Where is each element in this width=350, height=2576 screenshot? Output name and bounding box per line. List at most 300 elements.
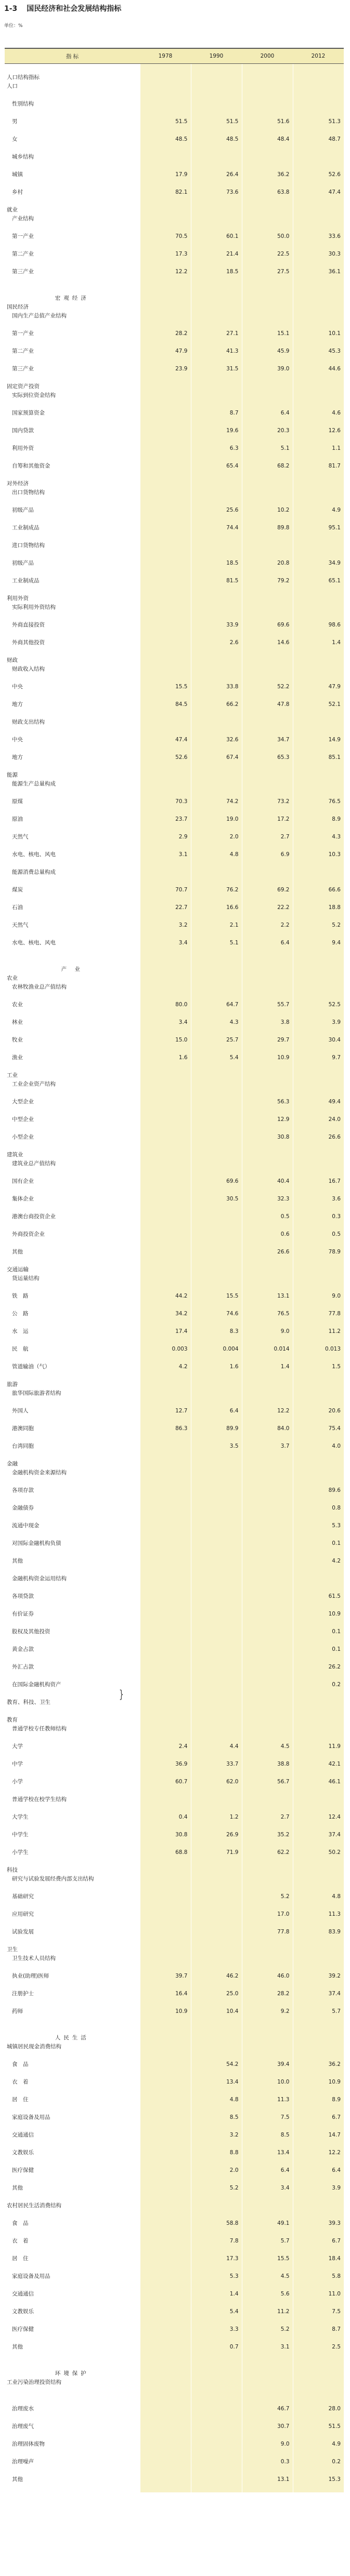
cell-value <box>293 1256 344 1265</box>
table-row <box>5 700 344 709</box>
cell-value <box>191 1936 242 1945</box>
category-row <box>5 1389 344 1397</box>
cell-value <box>140 2157 191 2166</box>
cell-value <box>293 956 344 965</box>
cell-value <box>140 2113 191 2121</box>
category-row <box>5 973 344 982</box>
row-label <box>5 647 140 656</box>
row-label: 产业结构 <box>5 214 140 223</box>
cell-value <box>191 82 242 90</box>
cell-value <box>191 1698 242 1706</box>
row-label <box>5 1653 140 1662</box>
cell-value <box>293 1998 344 2007</box>
cell-value <box>242 90 293 99</box>
cell-value <box>242 1433 293 1442</box>
cell-value: 10.9 <box>242 1053 293 1062</box>
cell-value <box>140 859 191 867</box>
row-label: 衣 着 <box>5 2077 140 2086</box>
spacer-row <box>5 1583 344 1592</box>
row-label <box>5 338 140 346</box>
cell-value: 39.2 <box>293 1971 344 1980</box>
cell-value <box>242 241 293 249</box>
row-label <box>5 1768 140 1777</box>
cell-value: 28.2 <box>140 329 191 338</box>
cell-value: 9.7 <box>293 1053 344 1062</box>
table-row <box>5 170 344 179</box>
cell-value <box>242 2360 293 2369</box>
cell-value: 12.2 <box>140 267 191 276</box>
cell-value: 3.9 <box>293 2183 344 2192</box>
cell-value: 26.9 <box>191 1830 242 1839</box>
category-row <box>5 982 344 991</box>
table-row <box>5 2342 344 2351</box>
cell-value: 47.8 <box>242 700 293 709</box>
cell-value <box>293 717 344 726</box>
table-row <box>5 885 344 894</box>
cell-value <box>242 1318 293 1327</box>
row-label: 黄金占款 <box>5 1645 140 1653</box>
cell-value <box>140 1592 191 1600</box>
row-label: 外商直接投资 <box>5 620 140 629</box>
cell-value <box>293 647 344 656</box>
cell-value <box>242 391 293 399</box>
cell-value <box>191 2298 242 2307</box>
category-row <box>5 488 344 497</box>
row-label <box>5 2298 140 2307</box>
table-row <box>5 2254 344 2263</box>
cell-value <box>293 1106 344 1115</box>
cell-value <box>140 1918 191 1927</box>
cell-value <box>140 2457 191 2466</box>
cell-value <box>140 1026 191 1035</box>
cell-value: 10.0 <box>242 2077 293 2086</box>
cell-value <box>140 2086 191 2095</box>
cell-value <box>242 1071 293 1079</box>
spacer-row <box>5 1530 344 1539</box>
row-label: 居 住 <box>5 2095 140 2104</box>
row-label: 研究与试验发展经费内部支出结构 <box>5 1874 140 1883</box>
cell-value <box>140 770 191 779</box>
spacer-row <box>5 956 344 965</box>
cell-value <box>242 1998 293 2007</box>
cell-value <box>293 1494 344 1503</box>
spacer-row <box>5 373 344 382</box>
cell-value <box>242 2139 293 2148</box>
table-row <box>5 558 344 567</box>
cell-value <box>242 338 293 346</box>
cell-value <box>140 444 191 452</box>
cell-value <box>242 1009 293 1018</box>
table-row <box>5 364 344 373</box>
cell-value: 74.4 <box>191 523 242 532</box>
row-label: 中央 <box>5 682 140 691</box>
cell-value <box>191 488 242 497</box>
category-row <box>5 1159 344 1168</box>
table-row <box>5 1910 344 1918</box>
row-label: 大型企业 <box>5 1097 140 1106</box>
cell-value <box>140 1097 191 1106</box>
cell-value <box>242 567 293 576</box>
cell-value <box>140 1115 191 1124</box>
cell-value <box>191 2139 242 2148</box>
cell-value <box>242 1336 293 1344</box>
row-label <box>5 1839 140 1848</box>
row-label: 外商投资企业 <box>5 1230 140 1238</box>
cell-value <box>140 426 191 435</box>
row-label <box>5 1618 140 1627</box>
cell-value <box>293 1062 344 1071</box>
spacer-row <box>5 435 344 444</box>
cell-value <box>242 1150 293 1159</box>
cell-value <box>191 2439 242 2448</box>
cell-value <box>140 143 191 152</box>
cell-value: 5.2 <box>242 2325 293 2333</box>
cell-value <box>191 912 242 920</box>
cell-value <box>293 1300 344 1309</box>
cell-value <box>242 2051 293 2060</box>
cell-value: 51.5 <box>191 117 242 126</box>
cell-value <box>140 1751 191 1759</box>
cell-value <box>293 806 344 815</box>
cell-value: 12.6 <box>293 426 344 435</box>
cell-value <box>140 391 191 399</box>
spacer-row <box>5 452 344 461</box>
cell-value <box>140 1724 191 1733</box>
cell-value <box>293 1459 344 1468</box>
row-label <box>5 2174 140 2183</box>
cell-value <box>140 2068 191 2077</box>
cell-value <box>140 1627 191 1636</box>
cell-value <box>242 1618 293 1627</box>
table-row <box>5 1627 344 1636</box>
cell-value <box>140 152 191 161</box>
cell-value: 8.5 <box>242 2130 293 2139</box>
category-row <box>5 541 344 550</box>
row-label <box>5 1600 140 1609</box>
cell-value: 16.7 <box>293 1177 344 1185</box>
cell-value <box>242 1300 293 1309</box>
table-row <box>5 1309 344 1318</box>
table-row <box>5 850 344 859</box>
cell-value <box>191 2157 242 2166</box>
cell-value <box>140 1857 191 1865</box>
row-label: 原煤 <box>5 797 140 806</box>
cell-value <box>293 1124 344 1132</box>
spacer-row <box>5 1547 344 1556</box>
cell-value <box>140 488 191 497</box>
cell-value <box>191 479 242 488</box>
cell-value <box>293 311 344 320</box>
row-label: 原油 <box>5 815 140 823</box>
row-label: 治理废水 <box>5 2404 140 2413</box>
category-row <box>5 664 344 673</box>
row-label: 性别结构 <box>5 99 140 108</box>
spacer-row <box>5 1283 344 1291</box>
row-label: 环境保护 <box>5 2369 140 2378</box>
cell-value <box>242 1468 293 1477</box>
cell-value: 1.4 <box>242 1362 293 1371</box>
table-row <box>5 232 344 241</box>
cell-value: 52.1 <box>293 700 344 709</box>
cell-value <box>140 479 191 488</box>
cell-value <box>140 2475 191 2484</box>
cell-value <box>191 1397 242 1406</box>
cell-value <box>140 1062 191 1071</box>
cell-value: 76.2 <box>191 885 242 894</box>
cell-value <box>191 285 242 293</box>
cell-value <box>191 726 242 735</box>
cell-value <box>242 1274 293 1283</box>
spacer-row <box>5 1839 344 1848</box>
cell-value: 5.3 <box>191 2272 242 2280</box>
table-row <box>5 1327 344 1336</box>
table-row <box>5 1212 344 1221</box>
row-label: 宏观经济 <box>5 293 140 302</box>
cell-value <box>242 2333 293 2342</box>
cell-value: 37.4 <box>293 1989 344 1998</box>
cell-value <box>191 1071 242 1079</box>
cell-value <box>140 973 191 982</box>
cell-value <box>242 258 293 267</box>
cell-value: 95.1 <box>293 523 344 532</box>
row-label: 金融机构资金来源结构 <box>5 1468 140 1477</box>
cell-value: 70.3 <box>140 797 191 806</box>
spacer-row <box>5 1185 344 1194</box>
cell-value: 34.2 <box>140 1309 191 1318</box>
cell-value: 6.4 <box>293 2166 344 2174</box>
row-label <box>5 1918 140 1927</box>
spacer-row <box>5 859 344 867</box>
cell-value <box>242 894 293 903</box>
row-label: 能源 <box>5 770 140 779</box>
cell-value <box>140 894 191 903</box>
cell-value: 4.8 <box>191 2095 242 2104</box>
row-label <box>5 1450 140 1459</box>
cell-value <box>140 2192 191 2201</box>
cell-value <box>242 717 293 726</box>
cell-value: 11.3 <box>293 1910 344 1918</box>
cell-value <box>293 691 344 700</box>
cell-value: 25.6 <box>191 505 242 514</box>
row-label <box>5 1998 140 2007</box>
spacer-row <box>5 1300 344 1309</box>
row-label: 普通学校专任教师结构 <box>5 1724 140 1733</box>
cell-value <box>140 541 191 550</box>
cell-value: 32.3 <box>242 1194 293 1203</box>
cell-value <box>191 373 242 382</box>
cell-value: 9.4 <box>293 938 344 947</box>
cell-value <box>191 1336 242 1344</box>
cell-value <box>242 179 293 188</box>
row-label <box>5 2051 140 2060</box>
cell-value <box>140 2431 191 2439</box>
spacer-row <box>5 1980 344 1989</box>
cell-value: 51.5 <box>140 117 191 126</box>
cell-value <box>242 64 293 73</box>
row-label: 试验发展 <box>5 1927 140 1936</box>
cell-value <box>293 276 344 285</box>
cell-value <box>242 876 293 885</box>
cell-value: 20.3 <box>242 426 293 435</box>
row-label: 国家预算资金 <box>5 408 140 417</box>
cell-value: 0.3 <box>293 1212 344 1221</box>
spacer-row <box>5 179 344 188</box>
cell-value: 10.2 <box>242 505 293 514</box>
cell-value <box>293 2042 344 2051</box>
category-row <box>5 1265 344 1274</box>
spacer-row <box>5 823 344 832</box>
row-label <box>5 1256 140 1265</box>
cell-value <box>293 1159 344 1168</box>
cell-value <box>191 894 242 903</box>
table-row <box>5 1556 344 1565</box>
cell-value: 4.4 <box>191 1742 242 1751</box>
category-row <box>5 99 344 108</box>
cell-value: 48.4 <box>242 135 293 143</box>
row-label: 能源消费总量构成 <box>5 867 140 876</box>
cell-value <box>140 1168 191 1177</box>
cell-value <box>293 452 344 461</box>
cell-value <box>242 302 293 311</box>
table-row <box>5 1194 344 1203</box>
cell-value: 5.2 <box>191 2183 242 2192</box>
cell-value <box>140 1874 191 1883</box>
row-label: 农业 <box>5 973 140 982</box>
row-label: 第一产业 <box>5 232 140 241</box>
cell-value <box>140 1221 191 1230</box>
cell-value <box>140 1565 191 1574</box>
cell-value <box>293 2360 344 2369</box>
table-row <box>5 2272 344 2280</box>
spacer-row <box>5 1477 344 1486</box>
cell-value <box>242 550 293 558</box>
cell-value <box>242 1503 293 1512</box>
cell-value: 15.5 <box>140 682 191 691</box>
spacer-row <box>5 691 344 700</box>
cell-value <box>140 1336 191 1344</box>
cell-value: 15.1 <box>242 329 293 338</box>
cell-value <box>191 806 242 815</box>
cell-value <box>293 2086 344 2095</box>
row-label <box>5 1415 140 1424</box>
row-label: 第二产业 <box>5 249 140 258</box>
cell-value <box>242 126 293 135</box>
cell-value: 12.4 <box>293 1812 344 1821</box>
row-label <box>5 1636 140 1645</box>
cell-value: 6.4 <box>242 408 293 417</box>
cell-value <box>140 762 191 770</box>
cell-value: 36.2 <box>242 170 293 179</box>
spacer-row <box>5 2192 344 2201</box>
cell-value <box>242 2192 293 2201</box>
cell-value <box>140 355 191 364</box>
row-label: 水 运 <box>5 1327 140 1336</box>
cell-value: 11.2 <box>242 2307 293 2316</box>
header-year: 2012 <box>293 48 344 64</box>
cell-value: 10.9 <box>293 1609 344 1618</box>
cell-value: 2.5 <box>293 2342 344 2351</box>
cell-value <box>140 1645 191 1653</box>
cell-value: 61.5 <box>293 1592 344 1600</box>
cell-value: 19.6 <box>191 426 242 435</box>
cell-value <box>293 1689 344 1698</box>
cell-value <box>191 2068 242 2077</box>
cell-value <box>140 2307 191 2316</box>
cell-value: 50.0 <box>242 232 293 241</box>
cell-value: 1.5 <box>293 1362 344 1371</box>
row-label <box>5 2139 140 2148</box>
cell-value <box>140 64 191 73</box>
cell-value <box>242 99 293 108</box>
cell-value <box>293 611 344 620</box>
row-label: 居 住 <box>5 2254 140 2263</box>
row-label <box>5 841 140 850</box>
cell-value <box>293 1768 344 1777</box>
cell-value <box>242 1645 293 1653</box>
category-row <box>5 1380 344 1389</box>
cell-value <box>293 2016 344 2024</box>
cell-value: 70.7 <box>140 885 191 894</box>
cell-value <box>242 2033 293 2042</box>
cell-value <box>140 1177 191 1185</box>
cell-value <box>191 1954 242 1963</box>
table-row <box>5 832 344 841</box>
row-label: 初级产品 <box>5 505 140 514</box>
cell-value <box>191 744 242 753</box>
cell-value: 5.6 <box>242 2289 293 2298</box>
cell-value <box>242 1494 293 1503</box>
cell-value <box>293 1433 344 1442</box>
cell-value <box>293 1600 344 1609</box>
row-label <box>5 894 140 903</box>
cell-value <box>140 2033 191 2042</box>
row-label: 中学 <box>5 1759 140 1768</box>
cell-value <box>140 2148 191 2157</box>
cell-value: 70.5 <box>140 232 191 241</box>
cell-value <box>191 1159 242 1168</box>
row-label: 中型企业 <box>5 1115 140 1124</box>
cell-value <box>242 1627 293 1636</box>
cell-value <box>242 656 293 664</box>
cell-value <box>191 1318 242 1327</box>
cell-value <box>191 2086 242 2095</box>
row-label <box>5 788 140 797</box>
cell-value: 74.6 <box>191 1309 242 1318</box>
cell-value: 3.7 <box>242 1442 293 1450</box>
row-label <box>5 2466 140 2475</box>
cell-value <box>140 2351 191 2360</box>
cell-value <box>293 1547 344 1556</box>
cell-value <box>293 2369 344 2378</box>
row-label: 卫生 <box>5 1945 140 1954</box>
cell-value <box>140 929 191 938</box>
spacer-row <box>5 143 344 152</box>
table-row <box>5 408 344 417</box>
spacer-row <box>5 223 344 232</box>
category-row <box>5 1468 344 1477</box>
cell-value <box>293 1371 344 1380</box>
cell-value <box>293 1565 344 1574</box>
cell-value <box>191 982 242 991</box>
cell-value <box>293 1954 344 1963</box>
cell-value <box>191 1415 242 1424</box>
spacer-row <box>5 2413 344 2422</box>
cell-value <box>293 514 344 523</box>
cell-value <box>242 1689 293 1698</box>
cell-value <box>191 1592 242 1600</box>
cell-value <box>293 532 344 541</box>
cell-value: 2.0 <box>191 2166 242 2174</box>
